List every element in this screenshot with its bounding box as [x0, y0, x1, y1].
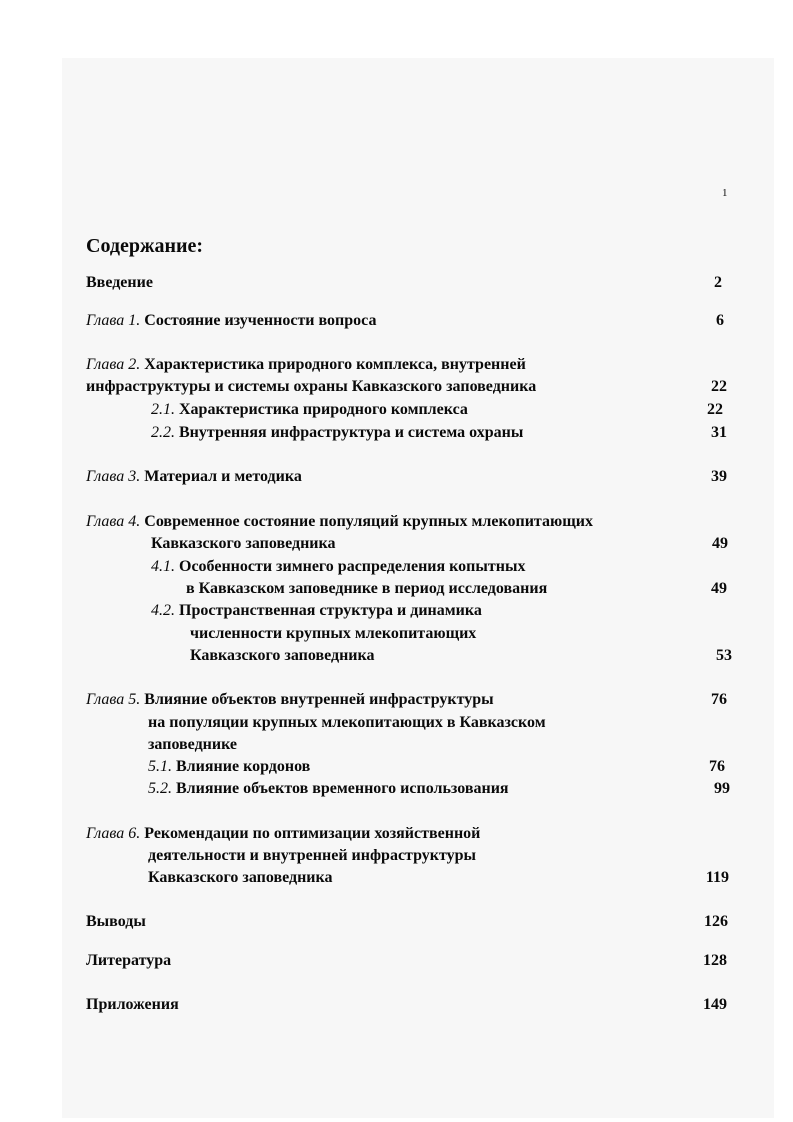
page-number: 1 — [722, 187, 728, 199]
chapter-label: Глава 1. — [86, 312, 145, 329]
toc-section-4-1-page: 49 — [711, 580, 727, 597]
toc-section-2-1-page: 22 — [707, 401, 723, 418]
toc-chapter-3: Глава 3. Материал и методика — [86, 468, 302, 485]
toc-section-5-2: 5.2. Влияние объектов временного использования — [148, 780, 509, 797]
toc-chapter-1 — [86, 312, 376, 330]
toc-chapter-3-page: 39 — [711, 468, 727, 485]
toc-chapter-5-page: 76 — [711, 691, 727, 708]
toc-chapter-4-cont: Кавказского заповедника — [151, 535, 336, 552]
toc-section-4-2: 4.2. Пространственная структура и динамика — [151, 602, 482, 619]
toc-chapter-2-cont: инфраструктуры и системы охраны Кавказского заповедника — [86, 378, 537, 395]
toc-chapter-2-page: 22 — [711, 378, 727, 395]
toc-appendices-page: 149 — [703, 996, 727, 1013]
toc-section-5-2-page: 99 — [714, 780, 730, 797]
toc-section-2-2: 2.2. Внутренняя инфраструктура и система охраны — [151, 424, 524, 441]
toc-chapter-5-cont2: заповеднике — [148, 736, 238, 753]
toc-conclusions-page: 126 — [704, 913, 728, 930]
toc-section-2-2-page: 31 — [711, 424, 727, 441]
toc-literature: Литература — [86, 952, 172, 969]
toc-conclusions: Выводы — [86, 913, 146, 930]
toc-chapter-2 — [86, 356, 526, 374]
toc-chapter-4-page: 49 — [712, 535, 728, 552]
toc-section-2-1: 2.1. Характеристика природного комплекса — [151, 401, 468, 418]
toc-section-4-1: 4.1. Особенности зимнего распределения копытных — [151, 558, 526, 575]
toc-intro: Введение — [86, 274, 153, 291]
chapter-label: Глава 2. — [86, 356, 145, 373]
toc-section-4-2-cont2: Кавказского заповедника — [190, 647, 375, 664]
toc-chapter-4: Глава 4. Современное состояние популяций крупных млекопитающих — [86, 513, 593, 530]
toc-literature-page: 128 — [703, 952, 727, 969]
toc-chapter-5: Глава 5. Влияние объектов внутренней инфраструктуры — [86, 691, 494, 708]
page-title: Содержание: — [86, 235, 204, 257]
toc-chapter-5-cont: на популяции крупных млекопитающих в Кавказском — [148, 714, 546, 731]
toc-section-4-2-cont: численности крупных млекопитающих — [190, 625, 477, 642]
toc-section-4-2-page: 53 — [716, 647, 732, 664]
toc-chapter-6: Глава 6. Рекомендации по оптимизации хозяйственной — [86, 825, 481, 842]
toc-chapter-1-page: 6 — [716, 312, 724, 329]
toc-chapter-6-cont: деятельности и внутренней инфраструктуры — [148, 847, 477, 864]
chapter-title: Характеристика природного комплекса, внутренней — [144, 356, 526, 373]
toc-section-4-1-cont: в Кавказском заповеднике в период исследования — [186, 580, 548, 597]
toc-intro-page: 2 — [714, 274, 722, 291]
toc-chapter-6-page: 119 — [705, 869, 729, 886]
chapter-title: Состояние изученности вопроса — [144, 312, 377, 329]
toc-chapter-6-cont2: Кавказского заповедника — [148, 869, 333, 886]
toc-section-5-1: 5.1. Влияние кордонов — [148, 758, 311, 775]
toc-appendices: Приложения — [86, 996, 179, 1013]
toc-section-5-1-page: 76 — [709, 758, 725, 775]
